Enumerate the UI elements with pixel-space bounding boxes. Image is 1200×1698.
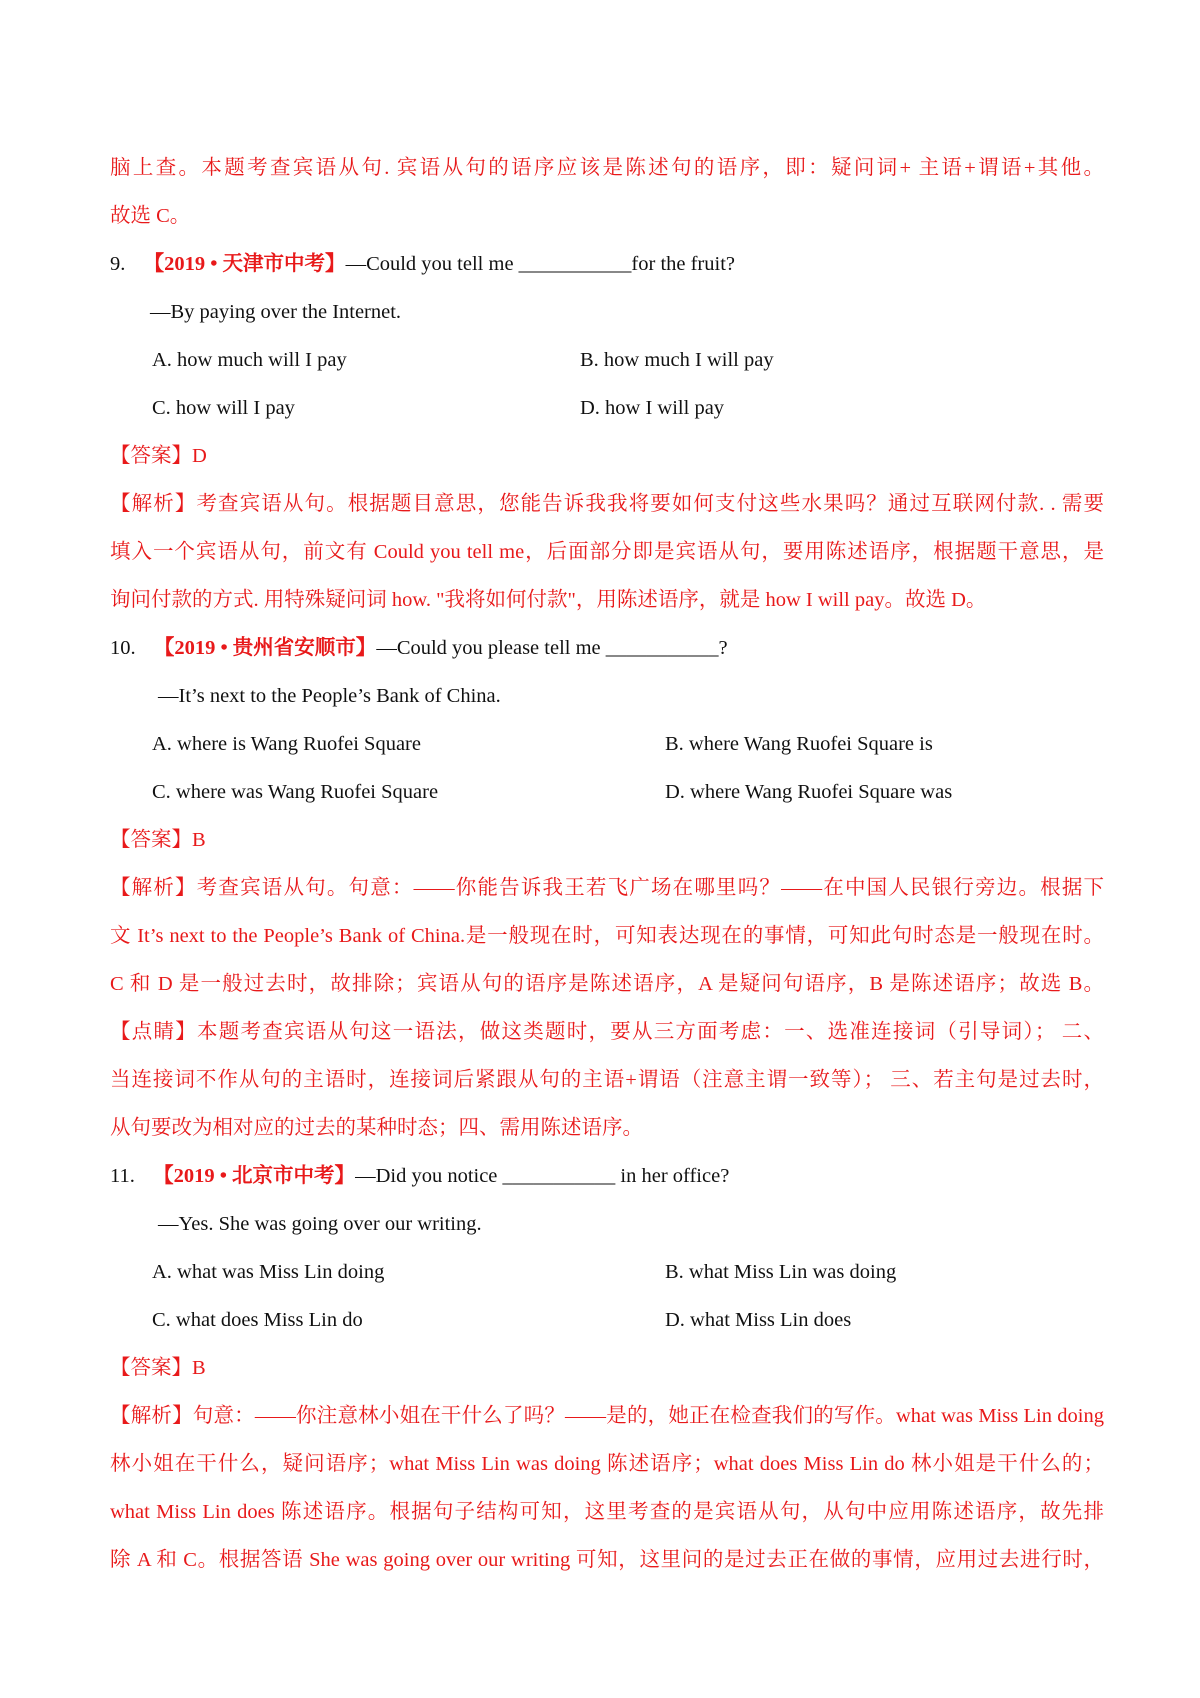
option-d: D. how I will pay (580, 397, 725, 419)
question-source: 【2019 • 北京市中考】 (153, 1165, 356, 1187)
tip-line-3: 从句要改为相对应的过去的某种时态；四、需用陈述语序。 (110, 1117, 643, 1139)
tip-text: 本题考查宾语从句这一语法，做这类题时，要从三方面考虑：一、选准连接词（引导词）； 二、 (197, 1021, 1105, 1043)
option-c: C. where was Wang Ruofei Square (152, 781, 439, 803)
option-b: B. how much I will pay (580, 349, 774, 371)
option-a: A. where is Wang Ruofei Square (152, 733, 421, 755)
option-a: A. what was Miss Lin doing (152, 1261, 385, 1283)
analysis-text: 考查宾语从句。根据题目意思，您能告诉我我将要如何支付这些水果吗？通过互联网付款. . 需要 (196, 493, 1105, 515)
analysis-line-2: 林小姐在干什么，疑问语序；what Miss Lin was doing 陈述语序；what does Miss Lin do 林小姐是干什么的； (110, 1453, 1104, 1475)
analysis-label: 【解析】 (110, 493, 197, 515)
option-b: B. what Miss Lin was doing (665, 1261, 897, 1283)
question-text: —Could you please tell me ___________? (376, 637, 728, 659)
analysis-line-2: 文 It’s next to the People’s Bank of China.是一般现在时，可知表达现在的事情，可知此句时态是一般现在时。 (110, 925, 1104, 947)
analysis-line-2: 填入一个宾语从句，前文有 Could you tell me，后面部分即是宾语从句，要用陈述语序，根据题干意思，是 (110, 541, 1104, 563)
question-source: 【2019 • 天津市中考】 (143, 253, 346, 275)
analysis-text: 句意：——你注意林小姐在干什么了吗？——是的，她正在检查我们的写作。what was Miss Lin doing (192, 1405, 1104, 1427)
tip-line-1 (110, 1018, 1104, 1046)
question-11-reply: —Yes. She was going over our writing. (158, 1213, 482, 1235)
question-9-stem (110, 250, 1104, 278)
answer-value: B (192, 1357, 206, 1379)
question-number: 11. (110, 1165, 135, 1187)
question-10-stem (110, 634, 1104, 662)
answer-line (110, 826, 1104, 854)
answer-value: B (192, 829, 206, 851)
question-text: —Could you tell me ___________for the fruit? (345, 253, 736, 275)
question-number: 10. (110, 637, 136, 659)
analysis-line-3: what Miss Lin does 陈述语序。根据句子结构可知，这里考查的是宾语从句，从句中应用陈述语序，故先排 (110, 1501, 1104, 1523)
intro-line-1: 脑上查。本题考查宾语从句. 宾语从句的语序应该是陈述句的语序，即：疑问词+ 主语+谓语+其他。 (110, 157, 1104, 179)
option-b: B. where Wang Ruofei Square is (665, 733, 933, 755)
answer-label: 【答案】 (110, 445, 192, 467)
option-a: A. how much will I pay (152, 349, 347, 371)
tip-label: 【点睛】 (110, 1021, 197, 1043)
option-c: C. how will I pay (152, 397, 295, 419)
option-c: C. what does Miss Lin do (152, 1309, 363, 1331)
question-text: —Did you notice ___________ in her office? (355, 1165, 730, 1187)
option-d: D. where Wang Ruofei Square was (665, 781, 953, 803)
analysis-line-3: 询问付款的方式. 用特殊疑问词 how. "我将如何付款"，用陈述语序，就是 how I will pay。故选 D。 (110, 589, 987, 611)
analysis-line-4: 除 A 和 C。根据答语 She was going over our writing 可知，这里问的是过去正在做的事情，应用过去进行时， (110, 1549, 1104, 1571)
question-10-reply: —It’s next to the People’s Bank of China. (158, 685, 501, 707)
intro-line-2: 故选 C。 (110, 205, 191, 227)
analysis-label: 【解析】 (110, 877, 197, 899)
answer-label: 【答案】 (110, 1357, 192, 1379)
answer-value: D (192, 445, 207, 467)
analysis-line-1 (110, 490, 1104, 518)
analysis-text: 考查宾语从句。句意：——你能告诉我王若飞广场在哪里吗？——在中国人民银行旁边。根据下 (196, 877, 1105, 899)
question-11-stem (110, 1162, 1104, 1190)
option-d: D. what Miss Lin does (665, 1309, 852, 1331)
question-number: 9. (110, 253, 126, 275)
analysis-line-1 (110, 1402, 1104, 1430)
question-9-reply: —By paying over the Internet. (150, 301, 402, 323)
analysis-line-1 (110, 874, 1104, 902)
analysis-line-3: C 和 D 是一般过去时，故排除；宾语从句的语序是陈述语序，A 是疑问句语序，B 是陈述语序；故选 B。 (110, 973, 1104, 995)
analysis-label: 【解析】 (110, 1405, 193, 1427)
tip-line-2: 当连接词不作从句的主语时，连接词后紧跟从句的主语+谓语（注意主谓一致等）； 三、若主句是过去时， (110, 1069, 1104, 1091)
answer-line (110, 442, 1104, 470)
question-source: 【2019 • 贵州省安顺市】 (153, 637, 377, 659)
answer-label: 【答案】 (110, 829, 192, 851)
answer-line (110, 1354, 1104, 1382)
